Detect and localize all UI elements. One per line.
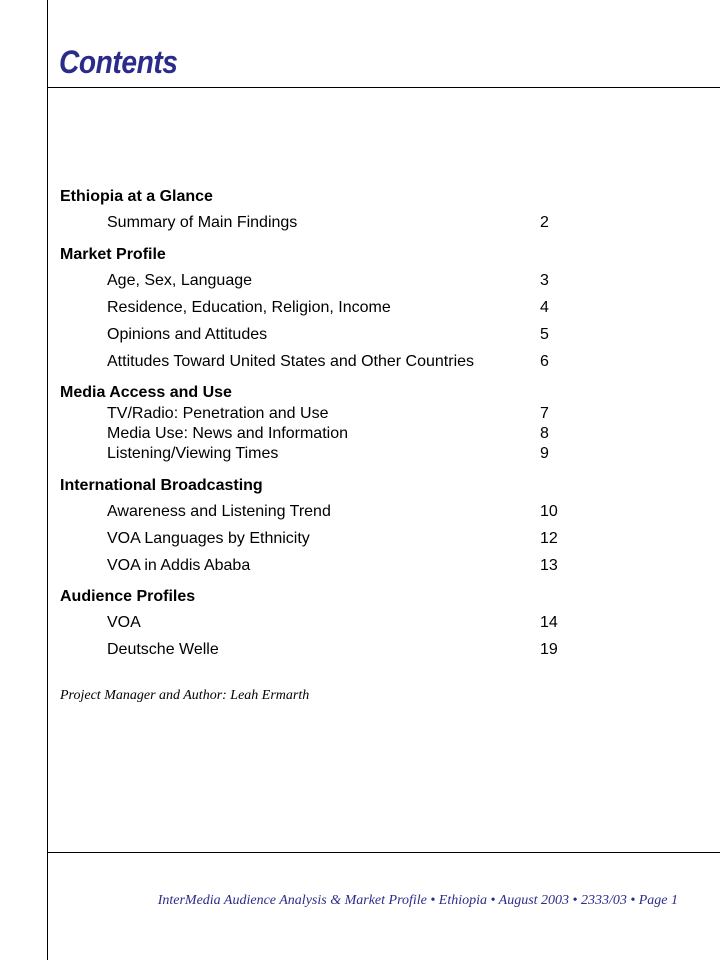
toc-entry-page: 13 <box>540 557 558 574</box>
toc-entry-page: 7 <box>540 405 549 422</box>
toc-entry-title: Age, Sex, Language <box>107 272 253 289</box>
author-credit: Project Manager and Author: Leah Ermarth <box>60 688 310 703</box>
toc-entry-title: VOA Languages by Ethnicity <box>107 530 310 547</box>
toc-entry-title: Awareness and Listening Trend <box>107 503 331 520</box>
toc-entry-title: TV/Radio: Penetration and Use <box>107 405 329 422</box>
toc-section-heading: International Broadcasting <box>60 477 263 494</box>
toc-entry-title: Attitudes Toward United States and Other Countries <box>107 353 475 370</box>
toc-entry-title: Media Use: News and Information <box>107 425 348 442</box>
toc-entry-page: 3 <box>540 272 549 289</box>
toc-entry-page: 10 <box>540 503 558 520</box>
toc-section-heading: Market Profile <box>60 246 166 263</box>
toc-entry-page: 4 <box>540 299 549 316</box>
header-rule <box>47 87 720 88</box>
toc-entry-page: 12 <box>540 530 558 547</box>
toc-entry-title: Summary of Main Findings <box>107 214 298 231</box>
toc-section-heading: Ethiopia at a Glance <box>60 188 213 205</box>
page-title: Contents <box>59 44 178 80</box>
page-footer: InterMedia Audience Analysis & Market Profile • Ethiopia • August 2003 • 2333/03 • Page 1 <box>157 893 678 908</box>
toc-entry-page: 6 <box>540 353 549 370</box>
toc-entry-title: Deutsche Welle <box>107 641 219 658</box>
toc-entry-title: Residence, Education, Religion, Income <box>107 299 391 316</box>
toc-entry-title: Listening/Viewing Times <box>107 445 279 462</box>
footer-rule <box>47 852 720 853</box>
toc-entry-page: 19 <box>540 641 558 658</box>
toc-entry-title: VOA <box>107 614 141 631</box>
toc-section-heading: Audience Profiles <box>60 588 196 605</box>
toc-entry-page: 9 <box>540 445 549 462</box>
left-margin-rule <box>47 0 48 960</box>
toc-entry-title: VOA in Addis Ababa <box>107 557 251 574</box>
toc-entry-page: 2 <box>540 214 549 231</box>
toc-section-heading: Media Access and Use <box>60 384 232 401</box>
toc-entry-title: Opinions and Attitudes <box>107 326 268 343</box>
toc-entry-page: 8 <box>540 425 549 442</box>
toc-entry-page: 5 <box>540 326 549 343</box>
toc-entry-page: 14 <box>540 614 558 631</box>
